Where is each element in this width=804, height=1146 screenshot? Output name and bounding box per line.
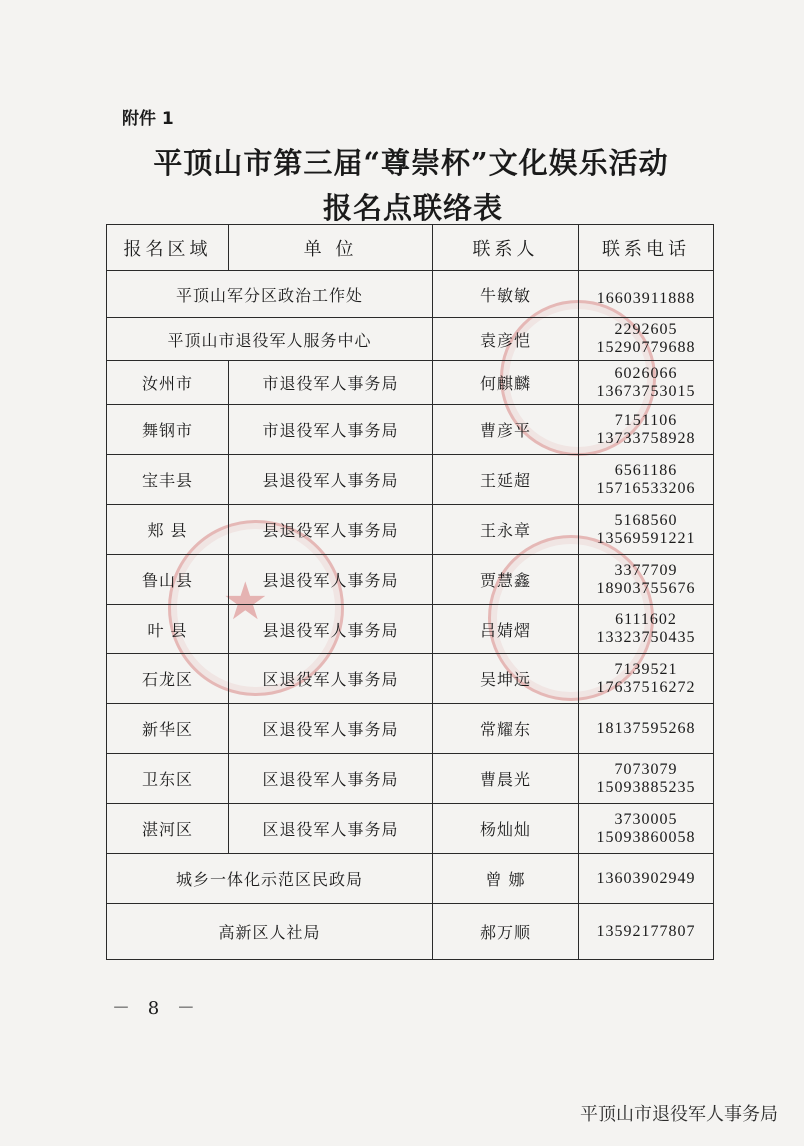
phone-line: 7151106 — [614, 411, 678, 429]
phone-cell — [579, 654, 714, 704]
table-row — [107, 904, 714, 960]
region-cell: 湛河区 — [107, 804, 229, 854]
phone-line: 18903755676 — [596, 579, 696, 597]
unit-cell: 高新区人社局 — [107, 904, 433, 960]
attachment-label: 附件 1 — [122, 109, 174, 129]
phone-cell — [579, 318, 714, 361]
region-cell: 郏 县 — [107, 505, 229, 555]
phone-line: 13323750435 — [596, 629, 696, 646]
table-row — [107, 405, 714, 455]
phone-cell — [579, 904, 714, 960]
unit-cell: 区退役军人事务局 — [229, 754, 433, 804]
phone-cell — [579, 455, 714, 505]
table-row — [107, 754, 714, 804]
contact-cell: 贾慧鑫 — [433, 555, 579, 605]
table-row — [107, 605, 714, 654]
phone-line: 15093885235 — [596, 778, 696, 796]
unit-cell: 区退役军人事务局 — [229, 654, 433, 704]
phone-line: 6111602 — [615, 611, 677, 628]
phone-line: 15093860058 — [596, 828, 696, 846]
contact-cell: 郝万顺 — [433, 904, 579, 960]
region-cell: 鲁山县 — [107, 555, 229, 605]
table-row — [107, 854, 714, 904]
phone-line: 13569591221 — [596, 529, 696, 547]
phone-line: 13673753015 — [596, 382, 696, 400]
phone-line: 17637516272 — [596, 678, 696, 696]
header-unit: 单 位 — [229, 225, 433, 271]
unit-cell: 平顶山军分区政治工作处 — [107, 271, 433, 318]
contact-cell: 王延超 — [433, 455, 579, 505]
phone-cell — [579, 505, 714, 555]
phone-line: 3377709 — [614, 561, 678, 579]
table-row — [107, 271, 714, 318]
phone-cell — [579, 754, 714, 804]
phone-line: 16603911888 — [596, 290, 696, 307]
header-phone: 联系电话 — [579, 225, 714, 271]
unit-cell: 区退役军人事务局 — [229, 704, 433, 754]
contact-cell: 牛敏敏 — [433, 271, 579, 318]
phone-cell — [579, 704, 714, 754]
region-cell: 卫东区 — [107, 754, 229, 804]
contact-cell: 杨灿灿 — [433, 804, 579, 854]
table-row — [107, 555, 714, 605]
phone-line: 7073079 — [614, 760, 678, 778]
header-region: 报名区域 — [107, 225, 229, 271]
contact-cell: 曾 娜 — [433, 854, 579, 904]
unit-cell: 市退役军人事务局 — [229, 405, 433, 455]
table-row — [107, 654, 714, 704]
phone-cell — [579, 555, 714, 605]
contact-cell: 曹晨光 — [433, 754, 579, 804]
phone-line: 3730005 — [614, 810, 678, 828]
phone-line: 6561186 — [614, 461, 678, 479]
star-icon: ★ — [222, 572, 269, 632]
unit-cell: 县退役军人事务局 — [229, 605, 433, 654]
phone-cell — [579, 405, 714, 455]
phone-line: 6026066 — [614, 364, 678, 382]
contact-cell: 王永章 — [433, 505, 579, 555]
table-row — [107, 455, 714, 505]
phone-line: 5168560 — [614, 511, 678, 529]
table-row — [107, 361, 714, 405]
watermark-text: 平顶山市退役军人事务局 — [580, 1104, 778, 1125]
page-number: － 8 － — [112, 998, 201, 1019]
region-cell: 叶 县 — [107, 605, 229, 654]
document-title: 平顶山市第三届“尊崇杯”文化娱乐活动 — [153, 146, 669, 180]
phone-line: 2292605 — [614, 321, 678, 338]
table-row — [107, 704, 714, 754]
phone-line: 13603902949 — [596, 869, 696, 887]
table-row — [107, 505, 714, 555]
unit-cell: 县退役军人事务局 — [229, 505, 433, 555]
phone-line: 13733758928 — [596, 429, 696, 447]
unit-cell: 市退役军人事务局 — [229, 361, 433, 405]
phone-cell — [579, 605, 714, 654]
phone-cell — [579, 361, 714, 405]
region-cell: 新华区 — [107, 704, 229, 754]
phone-line: 15290779688 — [596, 339, 696, 356]
contact-cell: 吕婧熠 — [433, 605, 579, 654]
contact-cell: 何麒麟 — [433, 361, 579, 405]
region-cell: 舞钢市 — [107, 405, 229, 455]
region-cell: 汝州市 — [107, 361, 229, 405]
unit-cell: 区退役军人事务局 — [229, 804, 433, 854]
document-subtitle: 报名点联络表 — [322, 191, 503, 225]
contact-cell: 曹彦平 — [433, 405, 579, 455]
contact-cell: 常耀东 — [433, 704, 579, 754]
phone-line: 7139521 — [614, 660, 678, 678]
phone-cell — [579, 271, 714, 318]
contact-cell: 吴坤远 — [433, 654, 579, 704]
phone-cell — [579, 854, 714, 904]
header-contact: 联系人 — [433, 225, 579, 271]
table-row — [107, 804, 714, 854]
contact-cell: 袁彦恺 — [433, 318, 579, 361]
table-header-row — [107, 225, 714, 271]
phone-cell — [579, 804, 714, 854]
unit-cell: 城乡一体化示范区民政局 — [107, 854, 433, 904]
unit-cell: 平顶山市退役军人服务中心 — [107, 318, 433, 361]
region-cell: 石龙区 — [107, 654, 229, 704]
phone-line: 15716533206 — [596, 479, 696, 497]
table-row — [107, 318, 714, 361]
unit-cell: 县退役军人事务局 — [229, 555, 433, 605]
region-cell: 宝丰县 — [107, 455, 229, 505]
phone-line: 18137595268 — [596, 719, 696, 737]
unit-cell: 县退役军人事务局 — [229, 455, 433, 505]
phone-line: 13592177807 — [596, 922, 696, 940]
contact-table — [106, 224, 714, 960]
